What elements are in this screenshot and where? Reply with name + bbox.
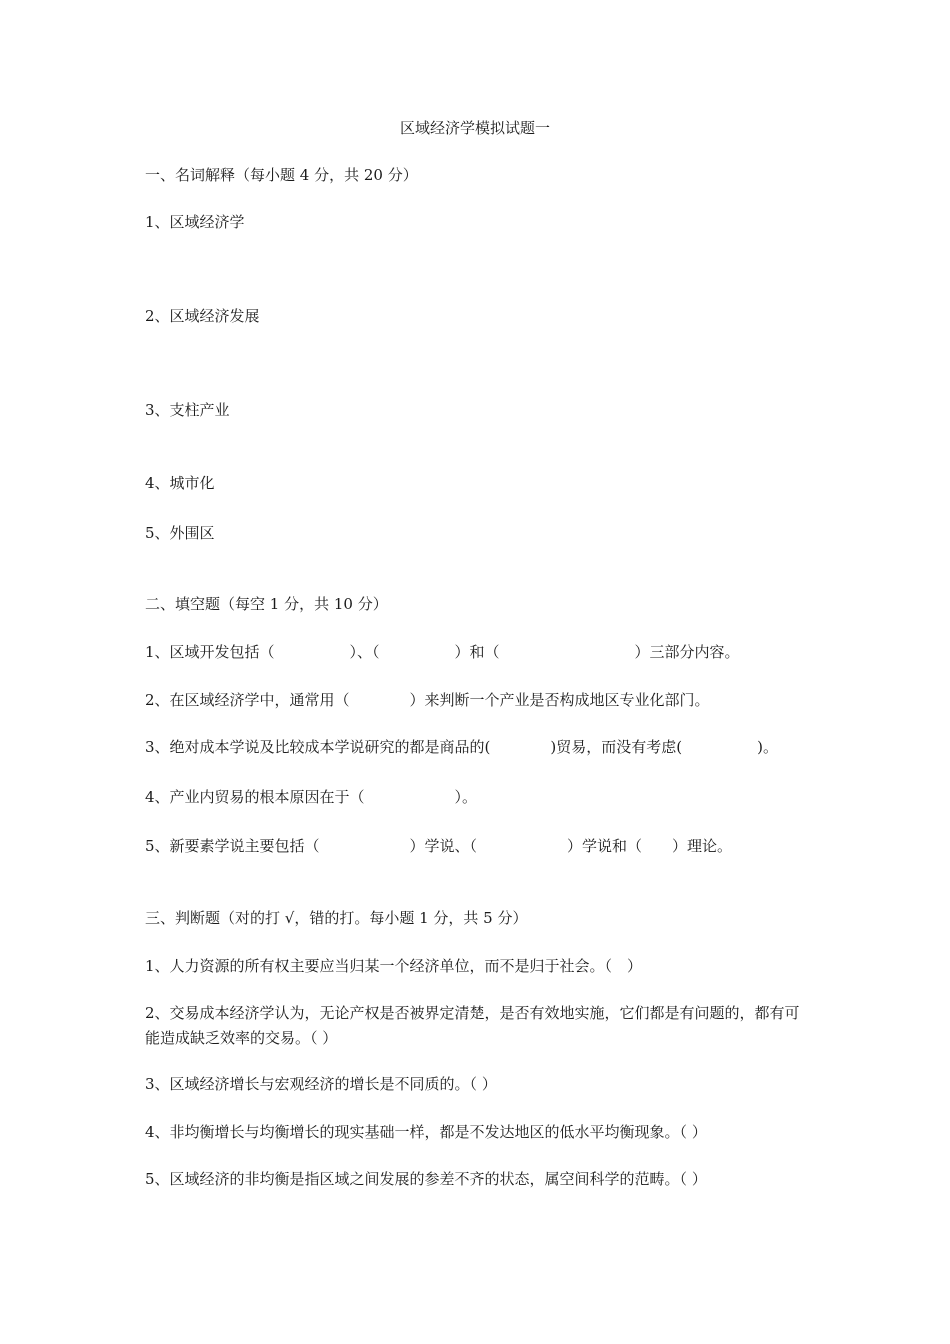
section-3-item-1: 1、人力资源的所有权主要应当归某一个经济单位，而不是归于社会。（ ） <box>145 957 643 975</box>
section-2-item-1: 1、区域开发包括（ ）、（ ）和（ ）三部分内容。 <box>145 643 740 661</box>
section-1-item-3: 3、支柱产业 <box>145 401 230 419</box>
section-2-item-4: 4、产业内贸易的根本原因在于（ ）。 <box>145 788 478 806</box>
section-2-item-3: 3、绝对成本学说及比较成本学说研究的都是商品的( )贸易，而没有考虑( )。 <box>145 738 778 756</box>
section-3-item-2: 2、交易成本经济学认为，无论产权是否被界定清楚，是否有效地实施，它们都是有问题的，都有可能造成缺乏效率的交易。（ ） <box>145 1004 800 1047</box>
section-3-heading: 三、判断题（对的打 √，错的打。每小题 1 分，共 5 分） <box>145 909 528 927</box>
section-2-item-2: 2、在区域经济学中，通常用（ ）来判断一个产业是否构成地区专业化部门。 <box>145 691 710 709</box>
section-1-item-1: 1、区域经济学 <box>145 213 245 231</box>
section-3-item-5: 5、区域经济的非均衡是指区域之间发展的参差不齐的状态，属空间科学的范畴。（ ） <box>145 1170 707 1188</box>
section-2-heading: 二、填空题（每空 1 分，共 10 分） <box>145 595 388 613</box>
section-3-item-3: 3、区域经济增长与宏观经济的增长是不同质的。（ ） <box>145 1075 497 1093</box>
section-1-heading: 一、名词解释（每小题 4 分，共 20 分） <box>145 166 418 184</box>
page-title: 区域经济学模拟试题一 <box>399 119 550 137</box>
section-1-item-2: 2、区域经济发展 <box>145 307 260 325</box>
section-3-item-4: 4、非均衡增长与均衡增长的现实基础一样，都是不发达地区的低水平均衡现象。（ ） <box>145 1123 707 1141</box>
section-2-item-5: 5、新要素学说主要包括（ ）学说、（ ）学说和（ ）理论。 <box>145 837 733 855</box>
section-1-item-5: 5、外围区 <box>145 524 215 542</box>
section-1-item-4: 4、城市化 <box>145 474 215 492</box>
